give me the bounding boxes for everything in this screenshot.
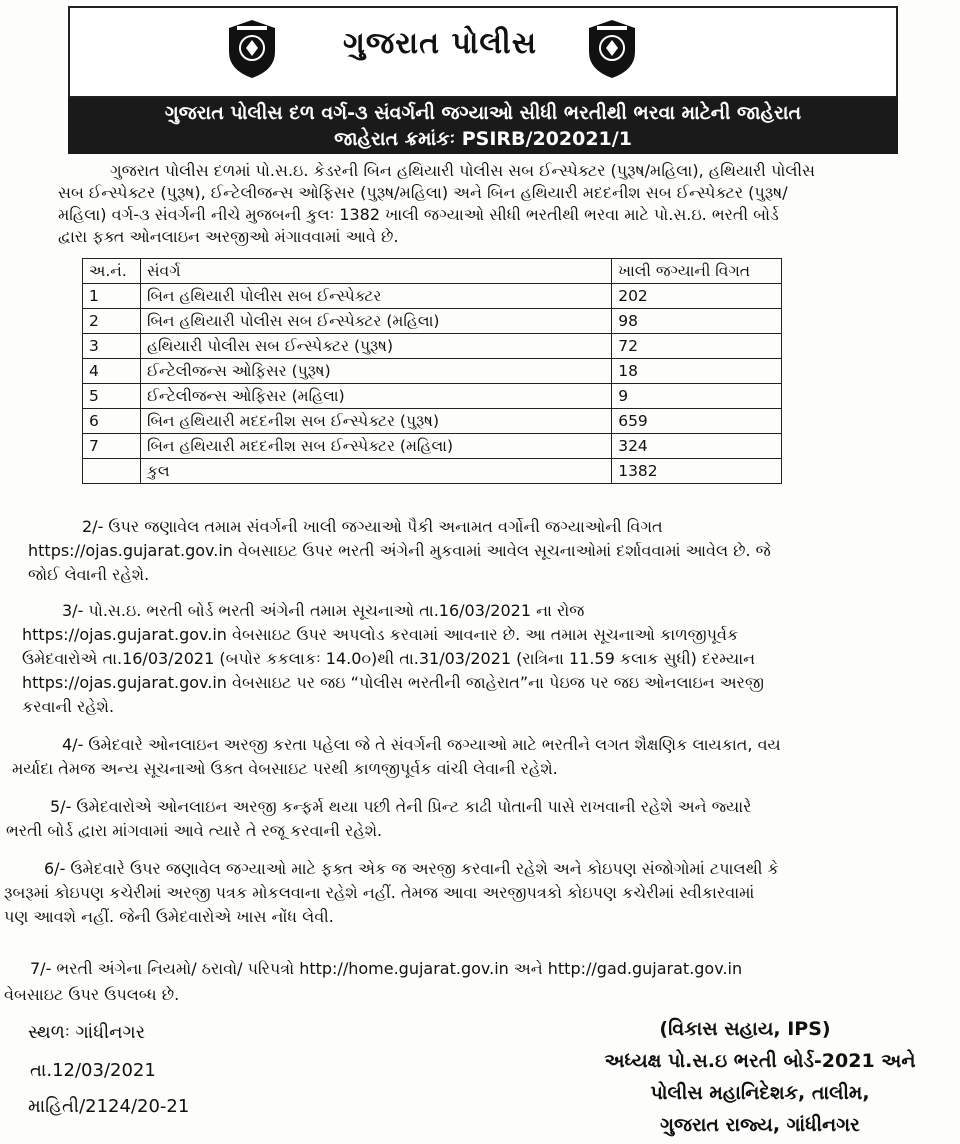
paragraph-6-line: પણ આવશે નહીં. જેની ઉમેદવારોએ ખાસ નોંધ લેવી.	[4, 907, 334, 926]
serial-cell: 3	[83, 334, 141, 359]
total-value: 1382	[612, 459, 782, 484]
signatory-name: (વિકાસ સહાય, IPS)	[659, 1018, 831, 1040]
table-row	[83, 309, 782, 334]
banner-title: ગુજરાત પોલીસ દળ વર્ગ-૩ સંવર્ગની જગ્યાઓ સીધી ભરતીથી ભરવા માટેની જાહેરાત	[164, 102, 802, 124]
table-row	[83, 434, 782, 459]
vacancy-cell: 18	[612, 359, 782, 384]
cadre-cell: બિન હથિયારી મદદનીશ સબ ઈન્સ્પેક્ટર (પુરૂષ)	[140, 409, 611, 434]
gujarat-police-emblem-icon	[585, 18, 639, 80]
paragraph-5-line: 5/- ઉમેદવારોએ ઓનલાઇન અરજી કન્ફર્મ થયા પછી તેની પ્રિન્ટ કાઢી પોતાની પાસે રાખવાની રહેશે અને જ્યારે	[50, 797, 752, 816]
intro-line: મહિલા) વર્ગ-૩ સંવર્ગની નીચે મુજબની કુલઃ 1382 ખાલી જગ્યાઓ સીધી ભરતીથી ભરવા માટે પો.સ.ઇ. ભરતી બોર્ડ	[58, 205, 779, 224]
vacancy-cell: 9	[612, 384, 782, 409]
paragraph-3-line: ઉમેદવારોએ તા.16/03/2021 (બપોર કકલાકઃ 14.0૦)થી તા.31/03/2021 (રાત્રિના 11.59 કલાક સુધી) દરમ્યાન	[22, 649, 756, 668]
paragraph-6-line: 6/- ઉમેદવારે ઉપર જણાવેલ જગ્યાઓ માટે ફક્ત એક જ અરજી કરવાની રહેશે અને કોઇપણ સંજોગોમાં ટપાલથી કે	[44, 859, 779, 878]
cadre-cell: બિન હથિયારી પોલીસ સબ ઈન્સ્પેક્ટર	[140, 284, 611, 309]
table-header-row	[83, 259, 782, 284]
advertisement-number: જાહેરાત ક્રમાંકઃ PSIRB/202021/1	[334, 128, 632, 150]
vacancy-cell: 202	[612, 284, 782, 309]
cadre-cell: ઈન્ટેલીજન્સ ઓફિસર (મહિલા)	[140, 384, 611, 409]
header-title: ગુજરાત પોલીસ	[342, 26, 537, 61]
date: તા.12/03/2021	[30, 1060, 156, 1081]
table-row	[83, 334, 782, 359]
vacancy-cell: 659	[612, 409, 782, 434]
place: સ્થળઃ ગાંધીનગર	[28, 1022, 145, 1043]
paragraph-7-line: વેબસાઇટ ઉપર ઉપલબ્ધ છે.	[4, 985, 180, 1004]
signatory-title: અધ્યક્ષ પો.સ.ઇ ભરતી બોર્ડ-2021 અને	[604, 1050, 916, 1072]
paragraph-3-line: 3/- પો.સ.ઇ. ભરતી બોર્ડ ભરતી અંગેની તમામ સૂચનાઓ તા.16/03/2021 ના રોજ	[62, 601, 585, 620]
serial-cell: 2	[83, 309, 141, 334]
paragraph-2-line: જોઈ લેવાની રહેશે.	[28, 565, 150, 584]
table-row	[83, 284, 782, 309]
vacancy-cell: 324	[612, 434, 782, 459]
signatory-title: પોલીસ મહાનિદેશક, તાલીમ,	[650, 1082, 870, 1104]
cadre-cell: ઈન્ટેલીજન્સ ઓફિસર (પુરૂષ)	[140, 359, 611, 384]
signatory-title: ગુજરાત રાજ્ય, ગાંધીનગર	[660, 1114, 860, 1136]
intro-line: ગુજરાત પોલીસ દળમાં પો.સ.ઇ. કેડરની બિન હથિયારી પોલીસ સબ ઈન્સ્પેક્ટર (પુરૂષ/મહિલા), હથિયારી પોલીસ	[110, 161, 815, 180]
paragraph-3-line: https://ojas.gujarat.gov.in વેબસાઇટ ઉપર અપલોડ કરવામાં આવનાર છે. આ તમામ સૂચનાઓ કાળજીપૂર્વક	[22, 625, 739, 644]
cadre-cell: બિન હથિયારી મદદનીશ સબ ઈન્સ્પેક્ટર (મહિલા)	[140, 434, 611, 459]
paragraph-4-line: મર્યાદા તેમજ અન્ય સૂચનાઓ ઉક્ત વેબસાઇટ પરથી કાળજીપૂર્વક વાંચી લેવાની રહેશે.	[12, 759, 558, 778]
serial-cell: 4	[83, 359, 141, 384]
table-row	[83, 359, 782, 384]
vacancy-cell: 72	[612, 334, 782, 359]
info-number: માહિતી/2124/20-21	[28, 1096, 190, 1117]
paragraph-3-line: https://ojas.gujarat.gov.in વેબસાઇટ પર જઇ “પોલીસ ભરતીની જાહેરાત”ના પેઇજ પર જઇ ઓનલાઇન અરજી	[22, 673, 764, 692]
gujarat-police-emblem-icon	[225, 18, 279, 80]
vacancy-cell: 98	[612, 309, 782, 334]
cadre-cell: બિન હથિયારી પોલીસ સબ ઈન્સ્પેક્ટર (મહિલા)	[140, 309, 611, 334]
paragraph-4-line: 4/- ઉમેદવારે ઓનલાઇન અરજી કરતા પહેલા જે તે સંવર્ગની જગ્યાઓ માટે ભરતીને લગત શૈક્ષણિક લાયકાત, વય	[62, 735, 781, 754]
serial-cell: 6	[83, 409, 141, 434]
table-total-row	[83, 459, 782, 484]
paragraph-2-line: 2/- ઉપર જણાવેલ તમામ સંવર્ગની ખાલી જગ્યાઓ પૈકી અનામત વર્ગોની જગ્યાઓની વિગત	[82, 517, 663, 536]
serial-cell: 7	[83, 434, 141, 459]
paragraph-7-line: 7/- ભરતી અંગેના નિયમો/ ઠરાવો/ પરિપત્રો http://home.gujarat.gov.in અને http://gad.gujarat.gov.in	[30, 959, 743, 978]
column-header-cadre: સંવર્ગ	[140, 259, 611, 284]
table-row	[83, 409, 782, 434]
serial-cell: 5	[83, 384, 141, 409]
paragraph-6-line: રૂબરૂમાં કોઇપણ કચેરીમાં અરજી પત્રક મોકલવાના રહેશે નહીં. તેમજ આવા અરજીપત્રકો કોઇપણ કચેરીમાં સ્વીકારવામાં	[4, 883, 755, 902]
total-label: કુલ	[140, 459, 611, 484]
cadre-cell: હથિયારી પોલીસ સબ ઈન્સ્પેક્ટર (પુરૂષ)	[140, 334, 611, 359]
paragraph-2-line: https://ojas.gujarat.gov.in વેબસાઇટ ઉપર ભરતી અંગેની મુકવામાં આવેલ સૂચનાઓમાં દર્શાવવામાં આવેલ છે. જે	[28, 541, 771, 560]
table-row	[83, 384, 782, 409]
intro-line: દ્વારા ફક્ત ઓનલાઇન અરજીઓ મંગાવવામાં આવે છે.	[58, 227, 399, 246]
column-header-vacancies: ખાલી જગ્યાની વિગત	[612, 259, 782, 284]
serial-cell	[83, 459, 141, 484]
vacancy-table	[82, 258, 782, 484]
intro-line: સબ ઈન્સ્પેક્ટર (પુરૂષ), ઈન્ટેલીજન્સ ઓફિસર (પુરૂષ/મહિલા) અને બિન હથિયારી મદદનીશ સબ ઈન્સ્પેક્ટર (પુરૂષ/	[58, 183, 788, 202]
paragraph-5-line: ભરતી બોર્ડ દ્વારા માંગવામાં આવે ત્યારે તે રજૂ કરવાની રહેશે.	[6, 821, 383, 840]
serial-cell: 1	[83, 284, 141, 309]
advertisement-banner	[68, 98, 898, 154]
paragraph-3-line: કરવાની રહેશે.	[22, 697, 115, 716]
column-header-serial: અ.નં.	[83, 259, 141, 284]
